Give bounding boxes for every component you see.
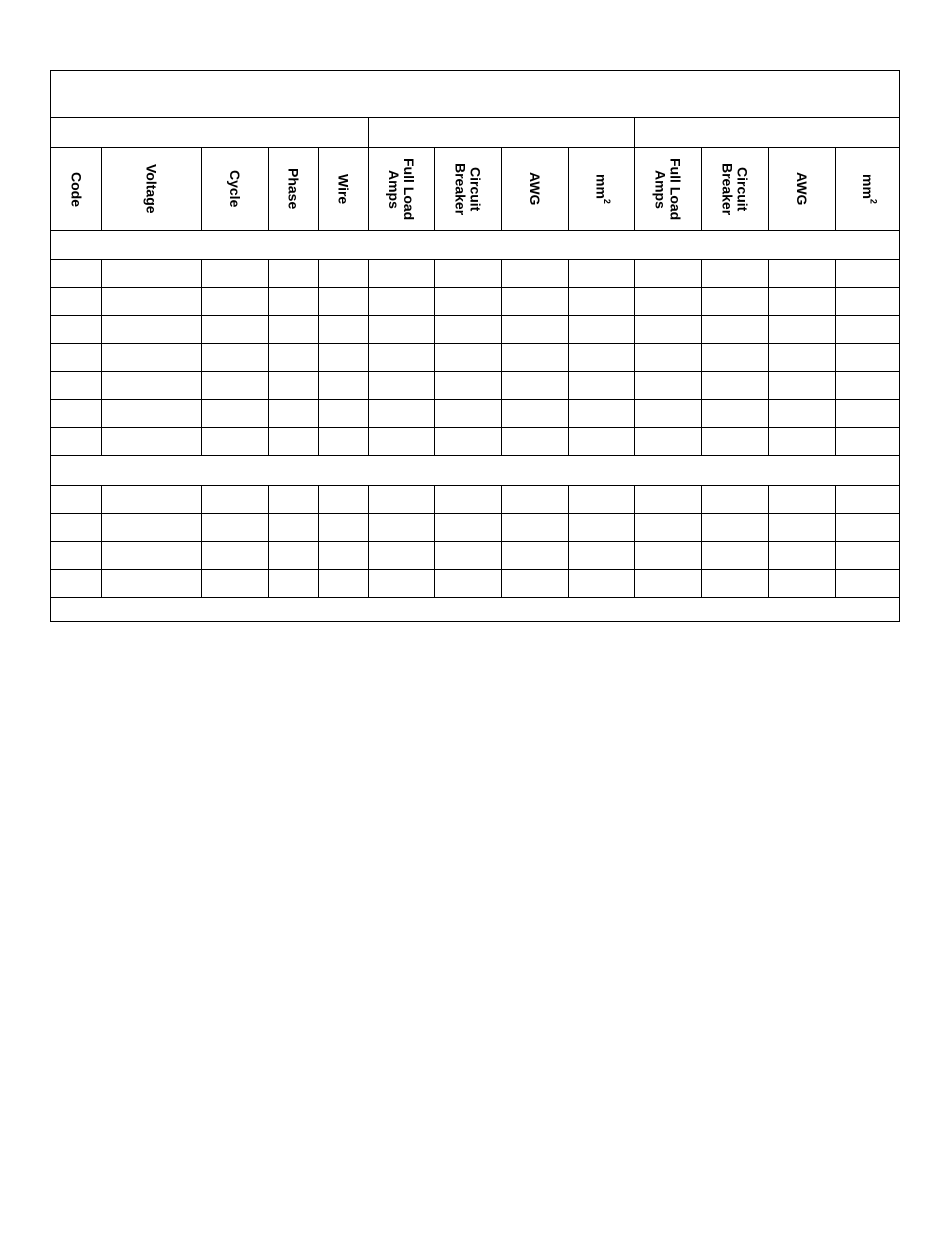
section-2-title	[51, 455, 900, 485]
table-cell	[434, 541, 501, 569]
electrical-data-table	[50, 70, 900, 622]
table-cell	[768, 569, 835, 597]
column-header-label: AWG	[527, 172, 543, 206]
table-cell	[835, 315, 900, 343]
column-header	[268, 148, 318, 230]
table-cell	[101, 427, 201, 455]
table-cell	[318, 343, 368, 371]
table-cell	[318, 541, 368, 569]
table-cell	[501, 287, 568, 315]
table-cell	[434, 427, 501, 455]
table-cell	[268, 541, 318, 569]
table-cell	[51, 287, 101, 315]
table-cell	[268, 287, 318, 315]
table-cell	[434, 569, 501, 597]
table-cell	[434, 259, 501, 287]
table-cell	[268, 315, 318, 343]
table-cell	[268, 343, 318, 371]
table-cell	[835, 287, 900, 315]
table-cell	[318, 371, 368, 399]
table-cell	[51, 315, 101, 343]
table-cell	[634, 399, 701, 427]
table-cell	[318, 315, 368, 343]
table-cell	[318, 569, 368, 597]
table-cell	[701, 371, 768, 399]
table-cell	[51, 569, 101, 597]
table-cell	[51, 485, 101, 513]
table-cell	[268, 259, 318, 287]
table-cell	[835, 371, 900, 399]
table-cell	[768, 399, 835, 427]
table-cell	[101, 541, 201, 569]
table-cell	[268, 485, 318, 513]
table-cell	[201, 513, 268, 541]
table-cell	[318, 287, 368, 315]
column-header-superscript: 2	[602, 198, 613, 204]
table-cell	[568, 259, 634, 287]
column-header-label: Circuit Breaker	[452, 162, 484, 216]
table-cell	[434, 343, 501, 371]
column-header-label: Code	[68, 171, 85, 207]
table-cell	[835, 541, 900, 569]
table-cell	[201, 287, 268, 315]
table-cell	[634, 315, 701, 343]
table-cell	[51, 541, 101, 569]
table-cell	[634, 371, 701, 399]
table-cell	[835, 485, 900, 513]
table-cell	[201, 569, 268, 597]
table-cell	[568, 427, 634, 455]
table-cell	[201, 399, 268, 427]
table-cell	[835, 343, 900, 371]
table-cell	[368, 513, 434, 541]
table-cell	[568, 541, 634, 569]
table-cell	[268, 399, 318, 427]
table-cell	[768, 485, 835, 513]
column-header	[501, 148, 568, 230]
table-cell	[768, 541, 835, 569]
table-cell	[501, 315, 568, 343]
table-cell	[101, 485, 201, 513]
column-header	[201, 148, 268, 230]
table-cell	[501, 399, 568, 427]
table-cell	[701, 541, 768, 569]
table-cell	[768, 287, 835, 315]
table-cell	[701, 485, 768, 513]
table-cell	[835, 569, 900, 597]
table-cell	[101, 399, 201, 427]
table-cell	[634, 541, 701, 569]
column-header	[434, 148, 501, 230]
column-header-superscript: 2	[868, 198, 879, 204]
table-cell	[368, 315, 434, 343]
table-cell	[768, 427, 835, 455]
group-header	[368, 117, 634, 147]
table-cell	[634, 569, 701, 597]
table-cell	[101, 287, 201, 315]
table-cell	[101, 343, 201, 371]
table-cell	[768, 343, 835, 371]
table-cell	[568, 399, 634, 427]
table-cell	[201, 485, 268, 513]
table-cell	[501, 259, 568, 287]
table-cell	[634, 485, 701, 513]
table-cell	[318, 427, 368, 455]
table-cell	[201, 343, 268, 371]
column-header	[568, 148, 634, 230]
table-cell	[434, 485, 501, 513]
table-cell	[51, 371, 101, 399]
column-header-label: $mm^2$	[860, 174, 879, 204]
column-header-label: Full Load Amps	[652, 157, 684, 221]
column-header	[101, 148, 201, 230]
table-cell	[634, 259, 701, 287]
table-cell	[701, 513, 768, 541]
table-cell	[701, 343, 768, 371]
table-cell	[368, 569, 434, 597]
table-cell	[368, 399, 434, 427]
table-cell	[101, 259, 201, 287]
table-cell	[51, 259, 101, 287]
table-cell	[634, 513, 701, 541]
table-cell	[268, 371, 318, 399]
column-header-label: Phase	[285, 168, 302, 210]
table-cell	[701, 569, 768, 597]
table-cell	[268, 513, 318, 541]
table-cell	[701, 427, 768, 455]
table-cell	[568, 371, 634, 399]
table-cell	[501, 343, 568, 371]
table-cell	[101, 315, 201, 343]
table-cell	[434, 371, 501, 399]
table-cell	[434, 315, 501, 343]
group-header	[51, 117, 368, 147]
table-cell	[768, 315, 835, 343]
group-header	[634, 117, 900, 147]
column-header-label: AWG	[794, 172, 810, 206]
column-header-label: Voltage	[143, 164, 160, 214]
table-cell	[701, 399, 768, 427]
table-cell	[101, 513, 201, 541]
table-cell	[701, 315, 768, 343]
table-cell	[368, 427, 434, 455]
table-cell	[768, 259, 835, 287]
table-cell	[634, 343, 701, 371]
table-cell	[568, 315, 634, 343]
table-cell	[51, 513, 101, 541]
table-cell	[501, 569, 568, 597]
column-header-label: Full Load Amps	[386, 157, 417, 221]
table-cell	[501, 371, 568, 399]
column-header	[701, 148, 768, 230]
table-cell	[318, 399, 368, 427]
table-cell	[501, 513, 568, 541]
column-header	[318, 148, 368, 230]
table-cell	[101, 371, 201, 399]
table-cell	[201, 315, 268, 343]
table-cell	[368, 371, 434, 399]
table-cell	[568, 513, 634, 541]
table-cell	[368, 485, 434, 513]
table-cell	[768, 371, 835, 399]
table-cell	[634, 287, 701, 315]
table-cell	[768, 513, 835, 541]
column-header	[768, 148, 835, 230]
table-cell	[835, 427, 900, 455]
table-cell	[634, 427, 701, 455]
column-header	[835, 148, 900, 230]
column-header-label: Wire	[335, 173, 352, 205]
table-cell	[201, 371, 268, 399]
table-cell	[434, 399, 501, 427]
table-footer-note	[51, 597, 900, 621]
table-cell	[701, 259, 768, 287]
column-header	[51, 148, 101, 230]
table-cell	[201, 259, 268, 287]
table-cell	[568, 485, 634, 513]
table-cell	[368, 259, 434, 287]
table-cell	[318, 485, 368, 513]
table-cell	[568, 287, 634, 315]
table-cell	[368, 343, 434, 371]
table-cell	[368, 287, 434, 315]
table-cell	[51, 343, 101, 371]
table-title	[51, 71, 900, 117]
table-cell	[835, 513, 900, 541]
table-cell	[201, 427, 268, 455]
table-cell	[501, 541, 568, 569]
column-header-label: Circuit Breaker	[719, 162, 751, 216]
table-cell	[701, 287, 768, 315]
table-cell	[101, 569, 201, 597]
table-cell	[318, 259, 368, 287]
table-cell	[501, 427, 568, 455]
table-cell	[434, 513, 501, 541]
table-cell	[268, 427, 318, 455]
table-cell	[368, 541, 434, 569]
table-cell	[268, 569, 318, 597]
table-cell	[568, 343, 634, 371]
column-header	[634, 148, 701, 230]
column-header-label: $mm^2$	[593, 174, 613, 204]
table-cell	[51, 427, 101, 455]
table-cell	[835, 259, 900, 287]
table-cell	[501, 485, 568, 513]
table-cell	[434, 287, 501, 315]
table-cell	[51, 399, 101, 427]
column-header	[368, 148, 434, 230]
column-header-label: Cycle	[227, 170, 243, 208]
table-cell	[318, 513, 368, 541]
table-cell	[835, 399, 900, 427]
table-cell	[568, 569, 634, 597]
table-cell	[201, 541, 268, 569]
section-1-title	[51, 230, 900, 259]
